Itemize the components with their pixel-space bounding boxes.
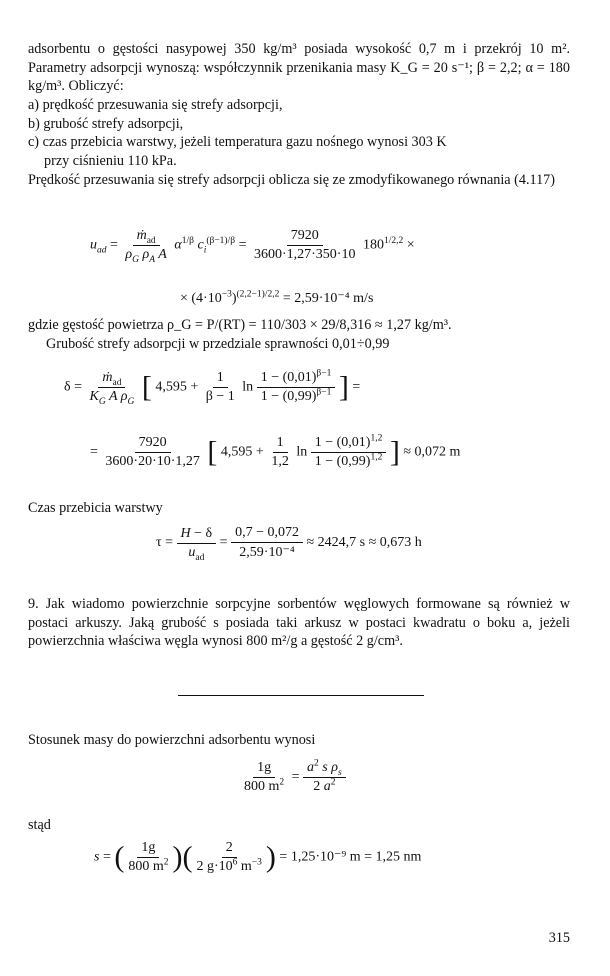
- task-c: c) czas przebicia warstwy, jeżeli temperatura gazu nośnego wynosi 303 K: [28, 134, 447, 151]
- equation-s: s = ( $\frac{1g}{800 m^2}$ )( $\frac{2}{2 g\cdot 10^6 m^{-3}}$ ) = 1,25·10⁻⁹ m = 1,25 nm: [94, 840, 422, 874]
- breakthrough-label: Czas przebicia warstwy: [28, 500, 163, 516]
- equation-delta-numeric: = $\frac{7920}{3600\cdot 20\cdot 10\cdot 1,27}$ [ 4,595 + $\frac{1}{1,2}$ ln $\frac{1 - (0,01)^{1,2}}{1 - (0,99)^{1,2}}$ ] ≈ 0,072 m: [90, 433, 461, 469]
- delta-result: ≈ 0,072 m: [403, 444, 461, 460]
- u-result: = 2,59·10⁻⁴ m/s: [282, 291, 374, 306]
- thickness-intro: Grubość strefy adsorpcji w przedziale sprawności 0,01÷0,99: [46, 336, 390, 352]
- density-note: gdzie gęstość powietrza ρ_G = P/(RT) = 110/303 × 29/8,316 ≈ 1,27 kg/m³.: [28, 317, 452, 333]
- u-factor: 180: [362, 237, 384, 253]
- tau-result: ≈ 2424,7 s ≈ 0,673 h: [306, 535, 422, 551]
- delta-constant: 4,595: [155, 379, 187, 395]
- delta-num: 7920: [135, 435, 171, 453]
- u-factor-exp: 1/2,2: [383, 236, 404, 247]
- u-num: 7920: [287, 228, 323, 246]
- stad-label: stąd: [28, 817, 51, 833]
- u-frac-numeric: [250, 228, 360, 263]
- task-a: a) prędkość przesuwania się strefy adsorpcji,: [28, 97, 283, 113]
- s-result: = 1,25·10⁻⁹ m = 1,25 nm: [279, 849, 422, 865]
- equation-delta: δ = $\frac{ṁ_{ad}}{K_G A \rho_G}$ [ 4,595 + $\frac{1}{\beta - 1}$ ln $\frac{1 - (0,01)^{\beta-1}}{1 - (0,99)^{\beta-1}}$ ] =: [64, 368, 361, 407]
- equation-ratio: $\frac{1g}{800 m^2}$ = $\frac{a^2 s \rho_s}{2 a^2}$: [240, 760, 346, 795]
- delta-den: 3600·20·10·1,27: [105, 454, 200, 469]
- ratio-intro: Stosunek masy do powierzchni adsorbentu wynosi: [28, 732, 316, 748]
- task-list: [28, 96, 570, 170]
- tau-num: 0,7 − 0,072: [231, 525, 303, 543]
- task-c-cont: przy ciśnieniu 110 kPa.: [44, 152, 177, 169]
- task-b: b) grubość strefy adsorpcji,: [28, 115, 184, 132]
- problem-9: 9. Jak wiadomo powierzchnie sorpcyjne sorbentów węglowych formowane są również w postaci arkuszy. Jaką grubość s posiada taki arkusz w postaci kwadratu o boku a, jeżeli powierzchnia właściwa węgla wynosi 800 m²/g a gęstość 2 g/cm³.: [28, 596, 570, 650]
- u-den: 3600·1,27·350·10: [253, 247, 356, 262]
- equation-u-ad-cont: × $(4\cdot 10^{-3})^{(2,2-1)/2,2} = 2,59\cdot 10^{-4}$ m/s: [180, 289, 374, 306]
- page-number: 315: [548, 930, 570, 946]
- section-divider: [178, 695, 424, 696]
- u-frac-symbolic: $\frac{ṁ_{ad}}{\rho_G \rho_A A}$: [125, 228, 167, 265]
- equation-u-ad: $u_{ad}$ = $\frac{ṁ_{ad}}{\rho_G \rho_A A}$ $\alpha^{1/\beta}$ $c_i^{(\beta-1)/\beta}$ = $\frac{7920}{3600\cdot 1,27\cdot 350\cdot 10}$ $180^{1/2,2}$ ×: [90, 228, 415, 265]
- intro-text: adsorbentu o gęstości nasypowej 350 kg/m³ posiada wysokość 0,7 m i przekrój 10 m². Parametry adsorpcji wynoszą: współczynnik przenikania masy K_G = 20 s⁻¹; β = 2,2; α = 180 kg/m³. Obliczyć:: [28, 41, 570, 95]
- intro-paragraph: [28, 40, 570, 96]
- tau-den: 2,59·10⁻⁴: [239, 545, 295, 560]
- speed-intro: Prędkość przesuwania się strefy adsorpcji oblicza się ze zmodyfikowanego równania (4.117): [28, 172, 555, 188]
- equation-tau: τ = $\frac{H - \delta}{u_{ad}}$ = $\frac{0,7 - 0,072}{\text{2,59·10⁻⁴}}$ ≈ 2424,7 s ≈ 0,673 h: [156, 525, 422, 563]
